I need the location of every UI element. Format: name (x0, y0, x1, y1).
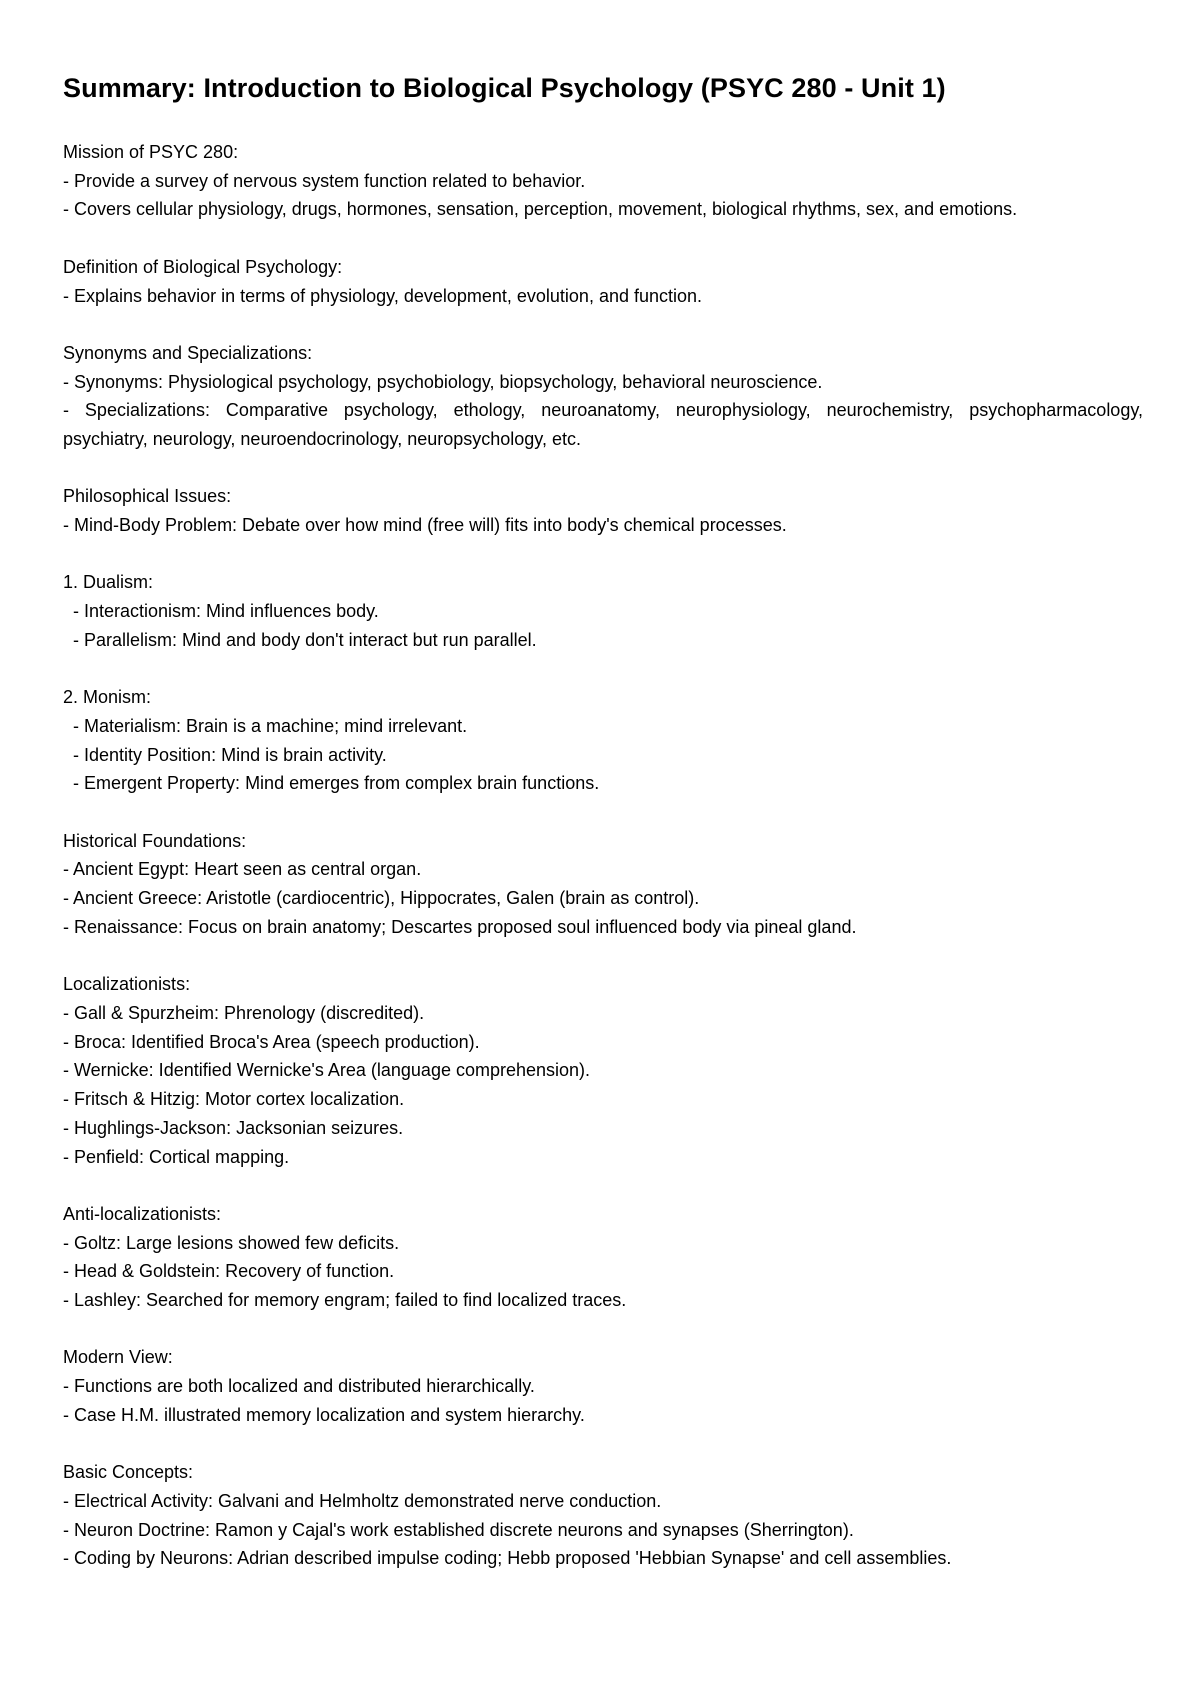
section-heading: 1. Dualism: (63, 572, 154, 593)
section-synonyms (63, 339, 1143, 454)
bullet-line: - Gall & Spurzheim: Phrenology (discredited). (63, 1002, 425, 1023)
section-dualism (63, 568, 1143, 654)
bullet-line: - Ancient Egypt: Heart seen as central organ. (63, 859, 422, 880)
section-localizationists (63, 970, 1143, 1171)
section-heading: Basic Concepts: (63, 1462, 194, 1483)
section-mission (63, 138, 1143, 224)
bullet-line: - Specializations: Comparative psychology, ethology, neuroanatomy, neurophysiology, neurochemistry, psychopharmacology, psychiatry, neurology, neuroendocrinology, neuropsychology, etc. (63, 400, 1143, 449)
section-philosophical-issues (63, 482, 1143, 539)
bullet-line: - Provide a survey of nervous system function related to behavior. (63, 170, 586, 191)
document-page (63, 60, 1143, 1602)
section-monism (63, 683, 1143, 798)
bullet-line: - Broca: Identified Broca's Area (speech production). (63, 1031, 480, 1052)
bullet-line: - Electrical Activity: Galvani and Helmholtz demonstrated nerve conduction. (63, 1490, 662, 1511)
section-definition (63, 253, 1143, 310)
bullet-line: - Penfield: Cortical mapping. (63, 1146, 290, 1167)
bullet-line: - Parallelism: Mind and body don't interact but run parallel. (73, 629, 537, 650)
bullet-line: - Lashley: Searched for memory engram; failed to find localized traces. (63, 1290, 627, 1310)
section-historical-foundations (63, 827, 1143, 942)
bullet-line: - Neuron Doctrine: Ramon y Cajal's work established discrete neurons and synapses (Sherrington). (63, 1519, 854, 1540)
bullet-line: - Synonyms: Physiological psychology, psychobiology, biopsychology, behavioral neuroscience. (63, 371, 823, 392)
bullet-line: - Hughlings-Jackson: Jacksonian seizures. (63, 1117, 404, 1138)
section-heading: Philosophical Issues: (63, 486, 232, 507)
section-heading: Definition of Biological Psychology: (63, 256, 343, 277)
section-heading: Mission of PSYC 280: (63, 142, 239, 162)
section-heading: Historical Foundations: (63, 830, 247, 851)
bullet-line: - Case H.M. illustrated memory localization and system hierarchy. (63, 1404, 585, 1425)
bullet-line: - Emergent Property: Mind emerges from complex brain functions. (73, 773, 600, 794)
bullet-line: - Interactionism: Mind influences body. (73, 601, 379, 622)
section-anti-localizationists (63, 1200, 1143, 1315)
section-heading: Synonyms and Specializations: (63, 342, 313, 363)
bullet-line: - Identity Position: Mind is brain activity. (73, 744, 387, 765)
bullet-line: - Explains behavior in terms of physiology, development, evolution, and function. (63, 285, 703, 306)
bullet-line: - Goltz: Large lesions showed few deficits. (63, 1232, 400, 1253)
bullet-line: - Ancient Greece: Aristotle (cardiocentric), Hippocrates, Galen (brain as control). (63, 888, 700, 909)
bullet-line: - Mind-Body Problem: Debate over how mind (free will) fits into body's chemical processes. (63, 515, 787, 536)
bullet-line: - Renaissance: Focus on brain anatomy; Descartes proposed soul influenced body via pineal gland. (63, 916, 857, 937)
bullet-line: - Fritsch & Hitzig: Motor cortex localization. (63, 1089, 405, 1110)
bullet-line: - Functions are both localized and distributed hierarchically. (63, 1376, 535, 1397)
section-modern-view (63, 1343, 1143, 1429)
section-heading: Anti-localizationists: (63, 1203, 222, 1224)
section-heading: Modern View: (63, 1347, 173, 1368)
bullet-line: - Head & Goldstein: Recovery of function. (63, 1261, 395, 1282)
bullet-line: - Materialism: Brain is a machine; mind irrelevant. (73, 715, 468, 736)
section-heading: Localizationists: (63, 974, 191, 995)
section-basic-concepts (63, 1458, 1143, 1573)
bullet-line: - Coding by Neurons: Adrian described impulse coding; Hebb proposed 'Hebbian Synapse' and cell assemblies. (63, 1548, 952, 1569)
bullet-line: - Wernicke: Identified Wernicke's Area (language comprehension). (63, 1060, 591, 1081)
bullet-line: - Covers cellular physiology, drugs, hormones, sensation, perception, movement, biological rhythms, sex, and emotions. (63, 199, 1018, 220)
section-heading: 2. Monism: (63, 687, 152, 708)
document-title: Summary: Introduction to Biological Psychology (PSYC 280 - Unit 1) (63, 73, 946, 103)
